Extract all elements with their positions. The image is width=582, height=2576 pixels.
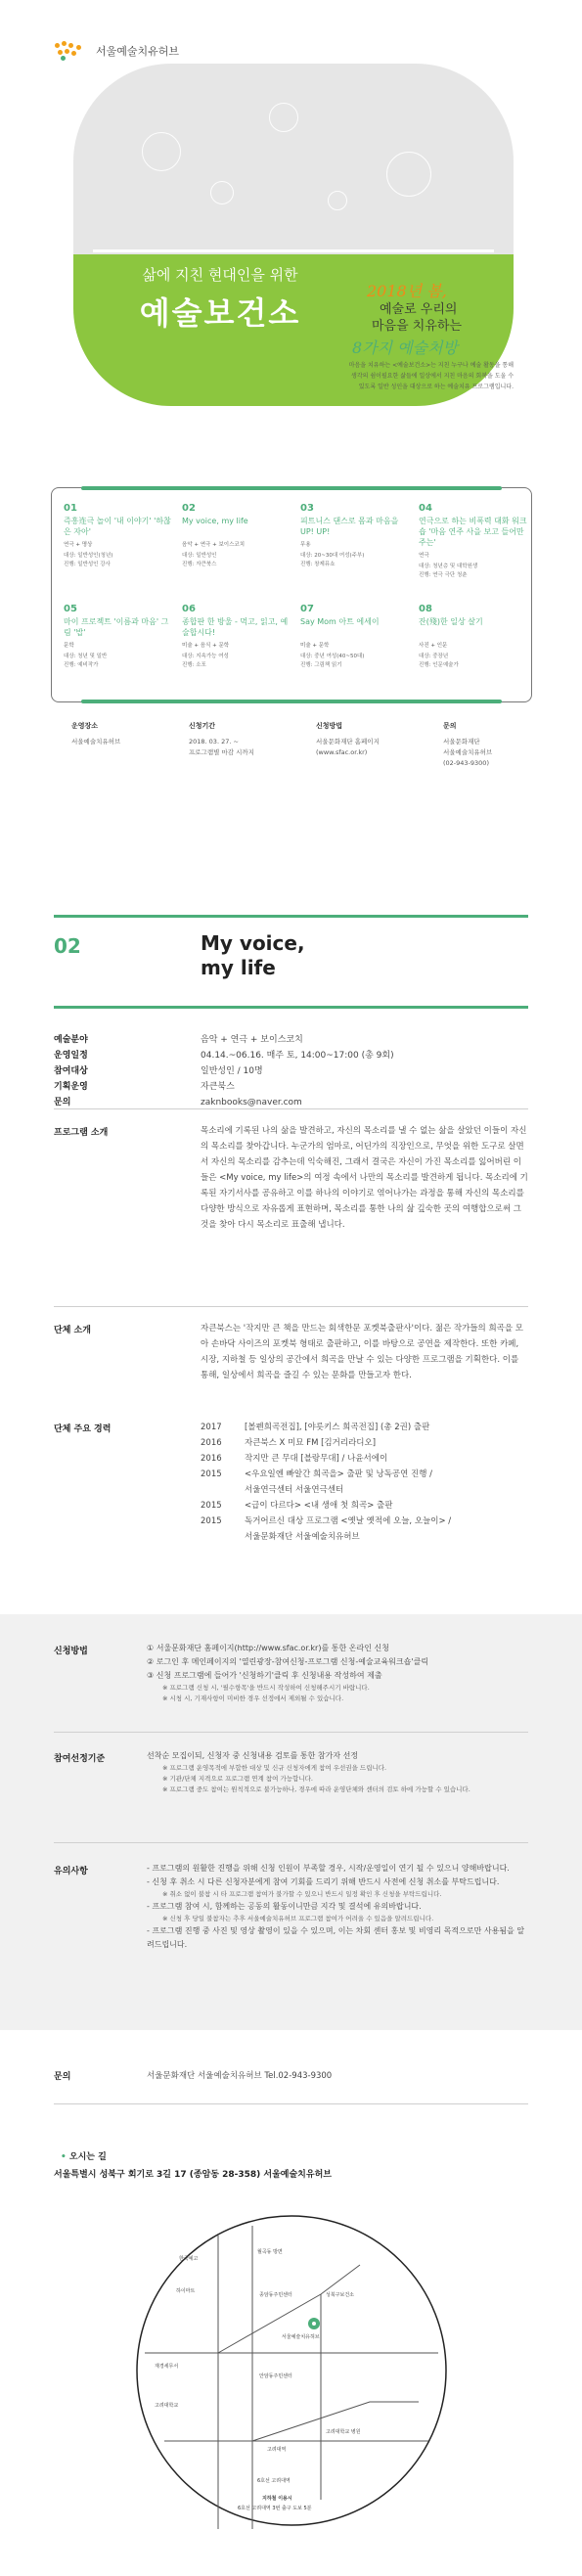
info-heading: 운영장소 bbox=[71, 722, 99, 730]
location-map[interactable] bbox=[125, 2206, 458, 2549]
career-year: 2016 bbox=[201, 1454, 222, 1464]
program-card-genre: 사진 + 인문 bbox=[419, 643, 448, 649]
program-card-title: 잔(殘)한 일상 살기 bbox=[419, 617, 483, 626]
field-value: 음악 + 연극 + 보이스코치 bbox=[201, 1035, 303, 1045]
program-card-title: My voice, my life bbox=[182, 517, 248, 525]
detail-field bbox=[54, 1032, 528, 1048]
program-card-desc: 대상: 청년 및 일반 진행: 예비작가 bbox=[64, 654, 108, 668]
hero-tagline-2: 예술로 우리의 bbox=[380, 302, 458, 317]
program-card-title: 연극으로 하는 비폭력 대화 워크숍 '마음 연주 사을 보고 들어만 주는' bbox=[419, 517, 527, 547]
capsule-top-illustration bbox=[73, 64, 514, 254]
career-list bbox=[201, 1420, 528, 1545]
svg-text:6호선 고려대역 3번 출구 도보 5분: 6호선 고려대역 3번 출구 도보 5분 bbox=[238, 2506, 312, 2511]
info-column bbox=[189, 721, 296, 758]
program-card[interactable] bbox=[182, 604, 291, 670]
program-card[interactable] bbox=[419, 503, 528, 580]
svg-text:고려대역: 고려대역 bbox=[267, 2447, 287, 2453]
info-heading: 신청방법 bbox=[316, 722, 343, 730]
program-card-number: 03 bbox=[300, 503, 314, 514]
contact-label: 문의 bbox=[54, 2072, 71, 2082]
program-card-desc: 대상: 20~30대 여성(주부) 진행: 창제뮤쇼 bbox=[300, 553, 365, 567]
program-name: My voice, my life bbox=[201, 931, 305, 979]
bullet-icon: • bbox=[61, 2152, 69, 2162]
info-value: 서울문화재단 홈페이지 (www.sfac.or.kr) bbox=[316, 738, 380, 756]
info-value: 서울예술치유허브 bbox=[71, 738, 121, 746]
svg-text:고려대학교: 고려대학교 bbox=[155, 2403, 179, 2409]
hero-tagline-4: 8가지 예술처방 bbox=[352, 339, 459, 357]
detail-field bbox=[54, 1079, 528, 1095]
apply-steps: ① 서울문화재단 홈페이지(http://www.sfac.or.kr)를 통한 온라인 신청 ② 로그인 후 메인페이지의 '열린광장-참여신청-프로그램 신청-예술교육워크숍'클릭 ③ 신청 프로그램에 들어가 '신청하기'클릭 후 신청내용 작성하여 제출 ※ 프로그램 신청 시, '필수항목'을 반드시 작성하여 신청해주시기 바랍니다. ※ 시청 시, 기재사항이 미비한 경우 선정에서 제외될 수 있습니다. bbox=[147, 1644, 428, 1702]
address: 서울특별시 성북구 회기로 3길 17 (종암동 28-358) 서울예술치유허브 bbox=[54, 2170, 332, 2180]
svg-text:성북구보건소: 성북구보건소 bbox=[326, 2292, 354, 2298]
detail-field bbox=[54, 1048, 528, 1063]
program-card[interactable] bbox=[300, 503, 410, 569]
program-card-title: Say Mom 아트 에세이 bbox=[300, 617, 380, 626]
svg-text:한국예고: 한국예고 bbox=[179, 2256, 199, 2262]
info-value: 서울문화재단 서울예술치유허브 (02-943-9300) bbox=[443, 738, 493, 767]
field-value: zaknbooks@naver.com bbox=[201, 1098, 302, 1107]
svg-text:종암동주민센터: 종암동주민센터 bbox=[259, 2292, 292, 2298]
divider bbox=[54, 1842, 528, 1843]
info-value: 2018. 03. 27. ~ 프로그램별 마감 시까지 bbox=[189, 738, 254, 756]
field-key: 문의 bbox=[54, 1098, 71, 1107]
career-label: 단체 주요 경력 bbox=[54, 1424, 112, 1434]
divider bbox=[54, 1306, 528, 1307]
program-card-title: 즉흥连극 놀이 '내 이야기' '하찮은 자아' bbox=[64, 517, 171, 536]
svg-text:하이마트: 하이마트 bbox=[176, 2288, 196, 2294]
career-text: [볼펜희곡전집], [야릇키스 희곡전집] (총 2권) 출판 bbox=[245, 1423, 430, 1432]
info-heading: 신청기간 bbox=[189, 722, 216, 730]
program-card-number: 04 bbox=[419, 503, 432, 514]
career-text: <우요일엔 빠알간 희곡을> 출판 및 낭독공연 진행 / bbox=[245, 1469, 433, 1479]
svg-text:서울예술치유허브: 서울예술치유허브 bbox=[282, 2334, 320, 2340]
career-year: 2015 bbox=[201, 1469, 222, 1479]
program-card-title: 마이 프로젝트 '이름과 마음' 그림 '밥' bbox=[64, 617, 169, 637]
career-item bbox=[201, 1420, 528, 1435]
field-key: 운영일정 bbox=[54, 1051, 88, 1061]
capsule-divider bbox=[93, 249, 494, 252]
career-text: <급이 다르다> <내 생애 첫 희곡> 출판 bbox=[245, 1501, 393, 1511]
program-card-desc: 대상: 청년층 및 대학원생 진행: 연극 극단 청춘 bbox=[419, 564, 478, 578]
program-card-genre: 무용 bbox=[300, 542, 311, 548]
program-card-desc: 대상: 중년 여성(40~50대) 진행: 그림책 읽기 bbox=[300, 654, 365, 668]
career-item bbox=[201, 1451, 528, 1467]
divider bbox=[54, 1108, 528, 1109]
program-card-title: 피트니스 댄스로 몸과 마음을 UP! UP! bbox=[300, 517, 399, 536]
program-card-number: 08 bbox=[419, 604, 432, 614]
svg-text:월곡동 방면: 월곡동 방면 bbox=[257, 2249, 283, 2255]
field-key: 기획운영 bbox=[54, 1082, 88, 1092]
program-card-number: 05 bbox=[64, 604, 77, 614]
logo-mark-icon bbox=[55, 41, 88, 61]
program-card-genre: 미술 + 음식 + 문학 bbox=[182, 643, 230, 649]
career-text: 서울연극센터 서울연극센터 bbox=[245, 1485, 344, 1495]
svg-text:고려대학교 병원: 고려대학교 병원 bbox=[326, 2429, 361, 2435]
career-year: 2016 bbox=[201, 1438, 222, 1448]
program-grid bbox=[51, 487, 532, 702]
program-card[interactable] bbox=[419, 604, 528, 670]
career-year bbox=[201, 1529, 245, 1545]
info-column bbox=[316, 721, 424, 758]
section-divider-bottom bbox=[54, 1006, 528, 1009]
org-label: 단체 소개 bbox=[54, 1326, 91, 1335]
program-card-genre: 연극 bbox=[419, 553, 429, 559]
field-key: 예술분야 bbox=[54, 1035, 88, 1045]
divider bbox=[54, 1732, 528, 1733]
apply-label: 신청방법 bbox=[54, 1647, 88, 1656]
field-key: 참여대상 bbox=[54, 1066, 88, 1076]
hero-subtitle: 삶에 지친 현대인을 위한 bbox=[142, 266, 298, 284]
career-item bbox=[201, 1467, 528, 1482]
career-year: 2015 bbox=[201, 1516, 222, 1526]
contact-value: 서울문화재단 서울예술치유허브 Tel.02-943-9300 bbox=[147, 2071, 333, 2081]
svg-text:안암동주민센터: 안암동주민센터 bbox=[259, 2373, 292, 2379]
field-value: 자큰북스 bbox=[201, 1082, 235, 1092]
info-column bbox=[71, 721, 179, 747]
field-value: 일반성인 / 10명 bbox=[201, 1066, 263, 1076]
criteria-label: 참여선정기준 bbox=[54, 1754, 106, 1764]
career-year: 2017 bbox=[201, 1423, 222, 1432]
divider bbox=[54, 2103, 528, 2104]
logo-text: 서울예술치유허브 bbox=[96, 45, 180, 58]
program-card-desc: 대상: 지속가능 여성 진행: 소포 bbox=[182, 654, 229, 668]
program-card[interactable] bbox=[64, 604, 173, 670]
info-column bbox=[443, 721, 551, 769]
hero-title: 예술보건소 bbox=[139, 294, 301, 332]
directions-label: • 오시는 길 bbox=[61, 2152, 107, 2162]
program-card-genre: 문학 bbox=[64, 643, 74, 649]
program-card-desc: 대상: 일반성인 진행: 자큰북스 bbox=[182, 553, 217, 567]
intro-label: 프로그램 소개 bbox=[54, 1128, 109, 1138]
career-text: 자큰북스 X 미묘 FM [김거리라디오] bbox=[245, 1438, 377, 1448]
career-item bbox=[201, 1514, 528, 1529]
svg-text:재경세무서: 재경세무서 bbox=[155, 2364, 179, 2370]
section-divider-top bbox=[54, 915, 528, 918]
program-card[interactable] bbox=[182, 503, 291, 569]
program-card-genre: 미술 + 문학 bbox=[300, 643, 330, 649]
criteria-text: 선착순 모집이되, 신청자 중 신청내용 검토를 통한 참가자 선정 ※ 프로그램 운영목적에 부합한 대상 및 신규 신청자에게 참여 우선권을 드립니다. ※ 기관/단체 지격으로 프로그램 연계 참여 가능합니다. ※ 프로그램 중도 참여는 원칙적으로 불가능하나, 경우에 따라 운영단체와 센터의 검토 하에 가능할 수 있습니다. bbox=[147, 1751, 470, 1793]
career-item bbox=[201, 1435, 528, 1451]
career-year bbox=[201, 1482, 245, 1498]
program-number: 02 bbox=[54, 934, 81, 958]
career-text: 독거어르신 대상 프로그램 <옛날 옛적에 오늘, 오늘이> / bbox=[245, 1516, 452, 1526]
program-card-number: 07 bbox=[300, 604, 314, 614]
field-value: 04.14.~06.16. 매주 토, 14:00~17:00 (총 9회) bbox=[201, 1051, 394, 1061]
program-card[interactable] bbox=[64, 503, 173, 569]
program-card-number: 01 bbox=[64, 503, 77, 514]
career-year: 2015 bbox=[201, 1501, 222, 1511]
career-text: 작지만 큰 무대 [블랑무대] / 나윤서에이 bbox=[245, 1454, 388, 1464]
program-card-number: 02 bbox=[182, 503, 196, 514]
career-item bbox=[201, 1529, 528, 1545]
notice-text: - 프로그램의 원활한 진행을 위해 신청 인원이 부족할 경우, 시작/운영일이 연기 될 수 있으니 양해바랍니다. - 신청 후 취소 시 다른 신청자분에게 참여 기회를 드리기 위해 반드시 사전에 신청 취소를 부탁드립니다. ※ 취소 없이 불참 시 타 프로그램 참여가 불가할 수 있으니 반드시 일정 확인 후 신청을 부탁드립니다. - 프로그램 참여 시, 함께하는 공동의 활동이니만큼 지각 및 결석에 유의바랍니다. ※ 신청 후 당일 불참자는 추후 서울예술치유허브 프로그램 참여가 어려울 수 있음을 알려드립니다. - 프로그램 진행 중 사진 및 영상 촬영이 있을 수 있으며, 이는 차회 센터 홍보 및 비영리 목적으로만 사용됨을 알려드립니다. bbox=[147, 1864, 525, 1949]
hero-intro: 마음을 치유하는 <예술보건소>는 지친 누구나 예술 활동을 통해 생각의 쉼이필요한 삶들에 일상에서 지친 마음의 회복을 도울 수 있도록 일반 성인을 대상으로 하는 예술치유 프로그램입니다. bbox=[348, 362, 514, 390]
info-heading: 문의 bbox=[443, 722, 457, 730]
program-card-title: 종합판 한 방울 - 먹고, 읽고, 예술합시다! bbox=[182, 617, 289, 637]
hero-tagline-3: 마음을 치유하는 bbox=[372, 319, 463, 334]
program-card-genre: 음악 + 연극 + 보이스코치 bbox=[182, 542, 246, 548]
notice-label: 유의사항 bbox=[54, 1867, 88, 1876]
program-card-genre: 연극 + 명상 bbox=[64, 542, 93, 548]
detail-field bbox=[54, 1063, 528, 1079]
intro-text: 목소리에 기록된 나의 삶을 발견하고, 자신의 목소리를 낼 수 없는 삶을 살았던 이들이 자신의 목소리를 찾아갑니다. 누군가의 엄마로, 어딘가의 직장인으로, 무엇을 위한 도구로 살면서 자신의 목소리를 감추는데 익숙해진, 그래서 결국은 자신이 가진 목소리를 잃어버린 이들은 <My voice, my life>의 여정 속에서 나만의 목소리를 발견하게 됩니다. 목소리에 기록된 자기서사를 공유하고 이를 하나의 이야기로 엮어나가는 과정을 통해 자신의 목소리를 다양한 방식으로 자유롭게 표현하며, 목소리를 통한 나의 삶 깊숙한 곳의 여행합으로써 그것을 찾아 다시 목소리로 표출해 냅니다. bbox=[201, 1126, 528, 1230]
hero-tagline-1: 2018년 봄, bbox=[367, 282, 447, 300]
program-card[interactable] bbox=[300, 604, 410, 670]
svg-text:6호선 고려대역: 6호선 고려대역 bbox=[257, 2478, 291, 2484]
site-logo[interactable] bbox=[55, 41, 179, 61]
career-item bbox=[201, 1498, 528, 1514]
org-text: 자큰북스는 '작지만 큰 책을 만드는 회색한문 포켓북출판사'이다. 젊은 작가들의 희곡을 모아 손바닥 사이즈의 포켓북 형태로 출판하고, 이를 바탕으로 공연을 제작한다. 또한 카페, 시장, 지하철 등 일상의 공간에서 희곡을 만날 수 있는 다양한 프로그램을 기획한다. 이를 통해, 일상에서 희곡을 즐길 수 있는 문화를 만들고자 한다. bbox=[201, 1324, 523, 1380]
career-text: 서울문화재단 서울예술치유허브 bbox=[245, 1532, 360, 1542]
program-card-number: 06 bbox=[182, 604, 196, 614]
program-card-desc: 대상: 일반성인(청년) 진행: 일반성인 강사 bbox=[64, 553, 113, 567]
program-card-desc: 대상: 중장년 진행: 인문예술가 bbox=[419, 654, 459, 668]
svg-text:지하철 이용시: 지하철 이용시 bbox=[262, 2496, 292, 2502]
career-item bbox=[201, 1482, 528, 1498]
